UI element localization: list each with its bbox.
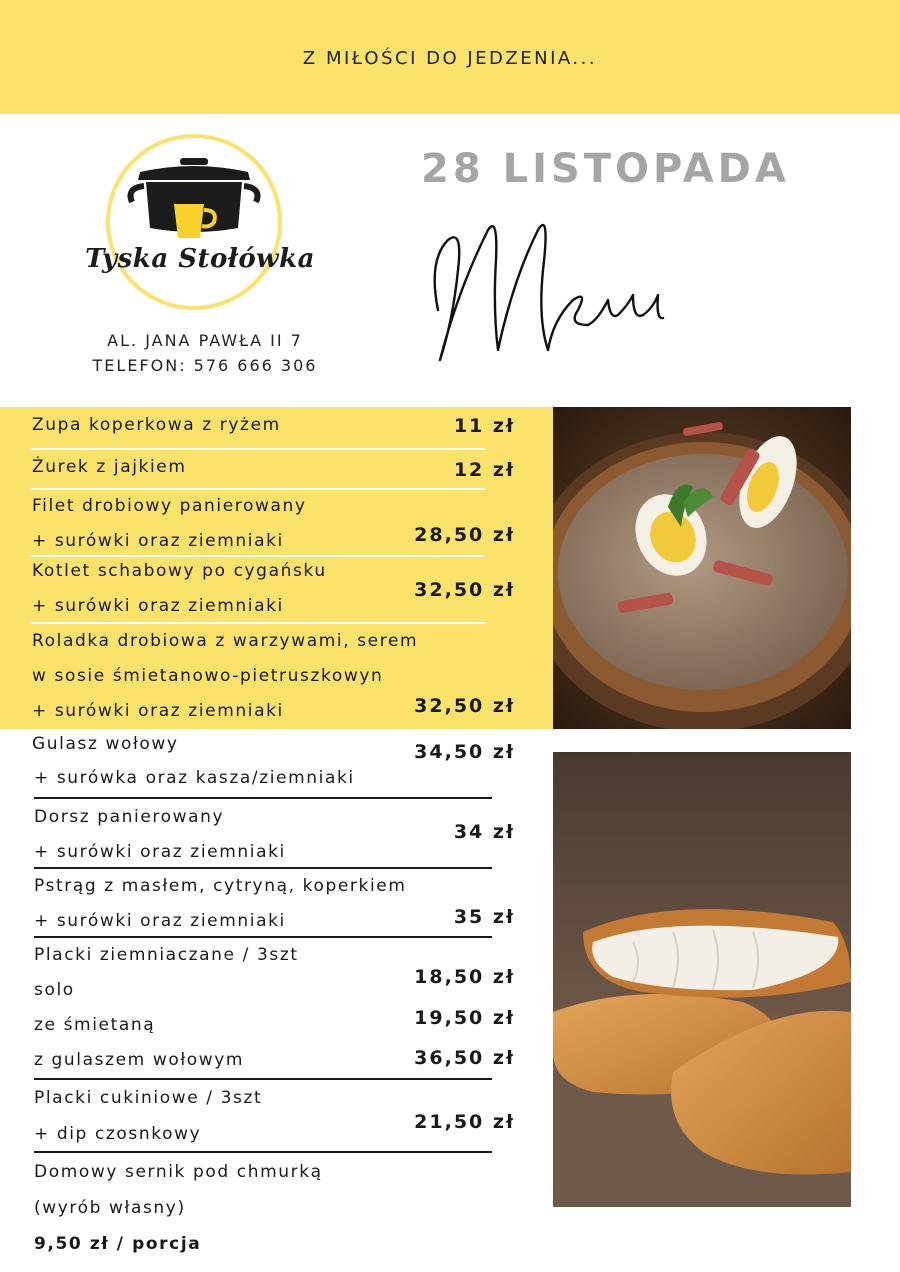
logo-brand-name: Tyska Stołówka <box>85 244 315 274</box>
divider <box>30 488 485 490</box>
item-kotlet-sides: + surówki oraz ziemniaki <box>32 596 284 616</box>
divider <box>30 555 485 557</box>
phone: TELEFON: 576 666 306 <box>92 356 318 375</box>
item-placki-price2: 19,50 zł <box>414 1007 515 1029</box>
divider <box>34 936 492 938</box>
item-roladka-name: Roladka drobiowa z warzywami, serem <box>32 631 419 651</box>
item-pstrag-sides: + surówki oraz ziemniaki <box>34 911 286 931</box>
item-cukinia-sides: + dip czosnkowy <box>34 1124 202 1144</box>
item-zupa-price: 11 zł <box>453 415 515 437</box>
item-sernik-price: 9,50 zł / porcja <box>34 1234 202 1254</box>
item-roladka-name2: w sosie śmietanowo-pietruszkowyn <box>32 666 384 686</box>
item-filet-sides: + surówki oraz ziemniaki <box>32 531 284 551</box>
address: AL. JANA PAWŁA II 7 <box>107 331 303 350</box>
item-roladka-sides: + surówki oraz ziemniaki <box>32 701 284 721</box>
divider <box>34 1078 492 1080</box>
zurek-soup-photo <box>553 407 851 729</box>
item-zupa-name: Zupa koperkowa z ryżem <box>32 415 281 435</box>
breaded-fish-photo <box>553 752 851 1207</box>
item-placki-name: Placki ziemniaczane / 3szt <box>34 945 299 965</box>
item-placki-price3: 36,50 zł <box>414 1047 515 1069</box>
item-dorsz-price: 34 zł <box>453 821 515 843</box>
item-gulasz-sides: + surówka oraz kasza/ziemniaki <box>34 768 355 788</box>
item-gulasz-price: 34,50 zł <box>414 741 515 763</box>
item-sernik-note: (wyrób własny) <box>34 1198 186 1218</box>
logo-emblem <box>100 128 288 316</box>
item-pstrag-name: Pstrąg z masłem, cytryną, koperkiem <box>34 876 407 896</box>
item-placki-opt2: ze śmietaną <box>34 1015 156 1035</box>
divider <box>34 797 492 799</box>
item-cukinia-price: 21,50 zł <box>414 1111 515 1133</box>
item-placki-opt1: solo <box>34 980 75 1000</box>
item-sernik-name: Domowy sernik pod chmurką <box>34 1162 323 1182</box>
item-gulasz-name: Gulasz wołowy <box>32 734 179 754</box>
item-kotlet-price: 32,50 zł <box>414 579 515 601</box>
item-dorsz-name: Dorsz panierowany <box>34 807 225 827</box>
item-pstrag-price: 35 zł <box>453 906 515 928</box>
item-zurek-price: 12 zł <box>453 459 515 481</box>
tagline: Z MIŁOŚCI DO JEDZENIA... <box>302 48 598 69</box>
item-dorsz-sides: + surówki oraz ziemniaki <box>34 842 286 862</box>
item-kotlet-name: Kotlet schabowy po cygańsku <box>32 561 327 581</box>
divider <box>30 622 485 624</box>
item-placki-price1: 18,50 zł <box>414 966 515 988</box>
item-roladka-price: 32,50 zł <box>414 695 515 717</box>
item-filet-price: 28,50 zł <box>414 524 515 546</box>
divider <box>34 1151 492 1153</box>
menu-script-title <box>418 200 678 380</box>
item-zurek-name: Żurek z jajkiem <box>32 457 187 477</box>
item-placki-opt3: z gulaszem wołowym <box>34 1050 245 1070</box>
item-cukinia-name: Placki cukiniowe / 3szt <box>34 1088 263 1108</box>
menu-date: 28 LISTOPADA <box>421 146 790 192</box>
divider <box>30 448 485 450</box>
divider <box>34 867 492 869</box>
item-filet-name: Filet drobiowy panierowany <box>32 496 307 516</box>
